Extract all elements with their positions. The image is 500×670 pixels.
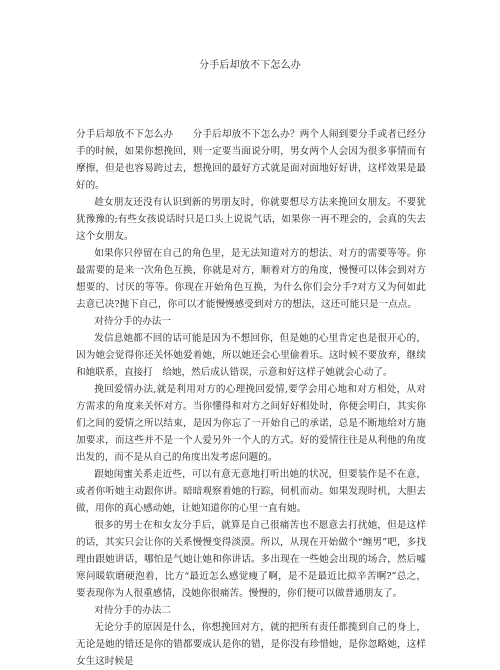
- paragraph: 很多的男士在和女友分手后，就算是自己很痛苦也不愿意去打扰她，但是这样的话，其实只会让你的关系慢慢变得淡漠。所以，从现在开始做个“缠男”吧，多找理由跟她讲话，哪怕是气她让她和你讲话。多出现在一些她会出现的场合，然后嘘寒问暖软磨硬泡着，比方“最近怎么感觉瘦了啊，是不是最近比拟辛苦啊?”总之，要表现你为人很重感情，没她你很痛苦。慢慢的，你们便可以做普通朋友了。: [76, 520, 426, 599]
- document-title: 分手后却放不下怎么办: [199, 60, 301, 71]
- document-body: [76, 126, 426, 670]
- paragraph: 发信息她都不回的话可能是因为不想回你，但是她的心里肯定也是很开心的，因为她会觉得你还关怀她爱着她，所以她还会心里偷着乐。这时候不要放弃，继续和她联系，直接打 给她，然后成认错误，示意和好这样子她就会心动了。: [76, 333, 426, 378]
- section-heading: 对待分手的办法一: [94, 316, 171, 327]
- section-heading: 对待分手的办法二: [94, 605, 171, 616]
- paragraph: 挽回爱情办法,就是利用对方的心理挽回爱情,要学会用心地和对方相处，从对方需求的角度来关怀对方。当你懂得和对方之间好好相处时，你便会明白，其实你们之间的爱情之所以结束，是因为你忘了一开始自己的承诺，总是不断地给对方施加要求，而这些并不是一个人爱另外一个人的方式。好的爱情往往是从利他的角度出发的，而不是从自己的角度出发考虑问题的。: [76, 384, 426, 463]
- paragraph: 无论分手的原因是什么，你想挽回对方，就的把所有责任都揽到自己的身上，无论是她的错还是你的错都要成认是你的错，是你没有珍惜她，是你忽略她，这样女生这时候是: [76, 622, 426, 667]
- paragraph: 趁女朋友还没有认识到新的男朋友时，你就要想尽方法来挽回女朋友。不要犹犹豫豫的;有些女孩说话时只是口头上说说气话，如果你一再不理会的，会真的失去这个女朋友。: [76, 197, 426, 242]
- paragraph-intro: 分手后却放不下怎么办 分手后却放不下怎么办？两个人闹到要分手或者已经分手的时候，如果你想挽回，则一定要当面说分明，男女两个人会因为很多事情而有摩擦，但是也容易跨过去，想挽回的最好方式就是面对面地好好讲，这样效果是最好的。: [76, 129, 426, 191]
- paragraph: 如果你只停留在自己的角色里，是无法知道对方的想法、对方的需要等等。你最需要的是来一次角色互换，你就是对方，顺着对方的角度，慢慢可以体会到对方想要的、讨厌的等等。你现在开始角色互换，为什么你们会分手?对方又为何如此去意已决?抛下自己，你可以才能慢慢感受到对方的想法，这还可能只是一点点。: [76, 248, 426, 310]
- paragraph: 跟她闺蜜关系走近些，可以有意无意地打听出她的状况，但要装作是不在意，或者你听她主动跟你讲。暗暗观察着她的行踪，伺机而动。如果发现时机，大胆去做，用你的真心感动她，让她知道你的心里一直有她。: [76, 469, 426, 514]
